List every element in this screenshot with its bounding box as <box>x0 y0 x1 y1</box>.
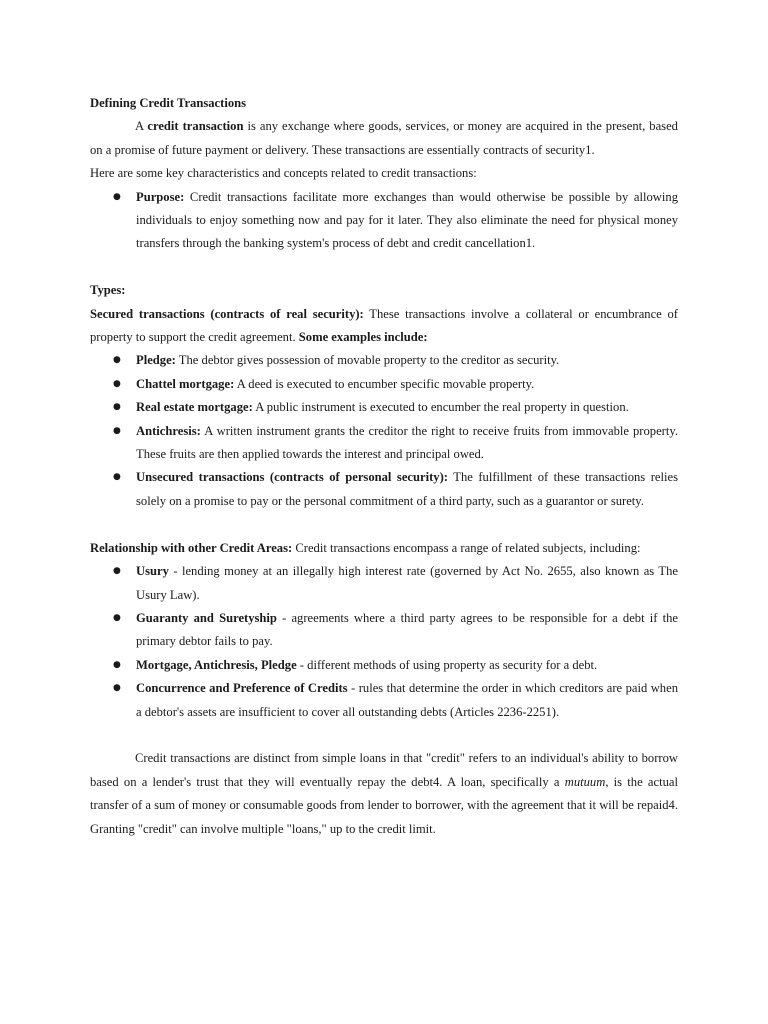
closing-paragraph <box>90 747 678 841</box>
list-item <box>90 607 678 654</box>
secured-examples: Some examples include: <box>298 330 428 345</box>
bullet-icon: ● <box>113 402 121 413</box>
item-text: - rules that determine the order in which creditors are paid when a debtor's assets are insufficient to cover all outstanding debts (Articles 2236-2251). <box>136 681 678 719</box>
intro-pre: A <box>135 119 148 134</box>
item-text: The fulfillment of these transactions relies solely on a promise to pay or the personal commitment of a third party, such as a guarantor or surety. <box>136 470 678 508</box>
purpose-label: Purpose: <box>136 189 185 204</box>
document-page <box>90 92 678 841</box>
spacer <box>90 724 678 747</box>
section-heading: Defining Credit Transactions <box>90 96 247 110</box>
spacer <box>90 256 678 279</box>
item-text: The debtor gives possession of movable property to the creditor as security. <box>175 353 560 368</box>
relationship-text: Credit transactions encompass a range of related subjects, including: <box>292 540 641 555</box>
bullet-icon: ● <box>113 566 121 577</box>
item-label: Mortgage, Antichresis, Pledge <box>136 657 297 672</box>
purpose-text: Credit transactions facilitate more exchanges than would otherwise be possible by allowing individuals to enjoy something now and pay for it later. They also eliminate the need for physical money transfers through the banking system's process of debt and credit cancellation1. <box>136 189 678 251</box>
bullet-icon: ● <box>113 355 121 366</box>
list-item <box>90 654 678 677</box>
bullet-icon: ● <box>113 659 121 670</box>
bullet-icon: ● <box>113 378 121 389</box>
item-label: Concurrence and Preference of Credits <box>136 681 348 696</box>
purpose-list <box>90 186 678 256</box>
list-item-purpose <box>90 186 678 256</box>
relationship-paragraph <box>90 537 678 560</box>
relationship-list <box>90 560 678 724</box>
intro-term: credit transaction <box>147 119 244 134</box>
item-label: Guaranty and Suretyship <box>136 610 277 625</box>
list-item <box>90 420 678 467</box>
item-label: Chattel mortgage: <box>136 376 235 391</box>
item-label: Pledge: <box>136 353 176 368</box>
intro-post: is any exchange where goods, services, or money are acquired in the present, based on a promise of future payment or delivery. These transactions are essentially contracts of security1. <box>90 119 678 157</box>
closing-term: mutuum <box>564 774 606 789</box>
item-label: Real estate mortgage: <box>136 400 253 415</box>
spacer <box>90 513 678 536</box>
closing-post: , is the actual transfer of a sum of money or consumable goods from lender to borrower, with the agreement that it will be repaid4. Granting "credit" can involve multiple "loans," up to the credit limit. <box>90 774 678 836</box>
secured-text: These transactions involve a collateral or encumbrance of property to support the credit agreement. <box>90 306 679 345</box>
list-item <box>90 349 678 372</box>
item-text: A public instrument is executed to encumber the real property in question. <box>252 400 629 415</box>
item-text: A written instrument grants the creditor the right to receive fruits from immovable property. These fruits are then applied towards the interest and principal owed. <box>136 423 678 462</box>
bullet-icon: ● <box>113 683 121 694</box>
list-item <box>90 560 678 607</box>
list-item <box>90 677 678 724</box>
secured-label: Secured transactions (contracts of real security): <box>90 306 364 321</box>
item-text: A deed is executed to encumber specific movable property. <box>234 376 535 391</box>
key-characteristics-line: Here are some key characteristics and concepts related to credit transactions: <box>90 166 477 181</box>
item-label: Unsecured transactions (contracts of personal security): <box>136 470 448 485</box>
item-label: Usury <box>136 564 169 579</box>
relationship-label: Relationship with other Credit Areas: <box>90 540 293 555</box>
list-item <box>90 466 678 513</box>
types-heading: Types: <box>90 283 126 298</box>
bullet-icon: ● <box>113 191 121 202</box>
list-item <box>90 396 678 419</box>
bullet-icon: ● <box>113 425 121 436</box>
secured-paragraph <box>90 303 678 350</box>
list-item <box>90 373 678 396</box>
item-text: - agreements where a third party agrees to be responsible for a debt if the primary debtor fails to pay. <box>136 610 678 649</box>
closing-pre: Credit transactions are distinct from simple loans in that "credit" refers to an individual's ability to borrow based on a lender's trust that they will eventually repay the debt4. A loan, specifically a <box>90 751 678 789</box>
item-text: - lending money at an illegally high interest rate (governed by Act No. 2655, also known as The Usury Law). <box>136 564 678 602</box>
bullet-icon: ● <box>113 472 121 483</box>
bullet-icon: ● <box>113 612 121 623</box>
item-label: Antichresis: <box>136 423 201 438</box>
item-text: - different methods of using property as security for a debt. <box>296 657 598 672</box>
types-list <box>90 349 678 513</box>
intro-paragraph <box>90 115 678 162</box>
